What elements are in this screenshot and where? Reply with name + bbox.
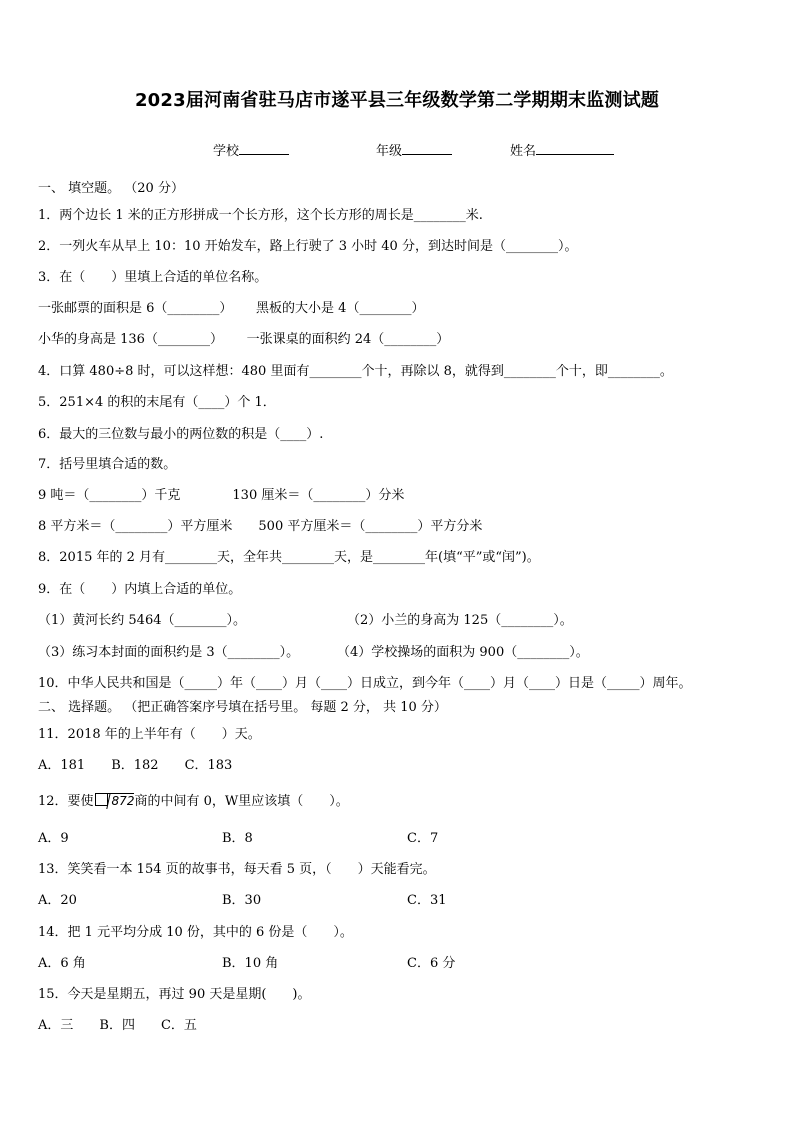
school-blank[interactable]: [239, 141, 289, 155]
question-6: 6．最大的三位数与最小的两位数的积是（____）.: [38, 427, 324, 442]
name-blank[interactable]: [536, 141, 614, 155]
section-heading-choice: 二、 选择题。 （把正确答案序号填在括号里。 每题 2 分， 共 10 分）: [38, 700, 447, 715]
section-heading-fill: 一、 填空题。 （20 分）: [38, 181, 184, 196]
division-box-icon: [95, 793, 108, 806]
question-12-option-a[interactable]: A．9: [38, 831, 69, 846]
question-9-item-1: （1）黄河长约 5464（________）。: [38, 613, 246, 628]
question-12-option-b[interactable]: B．8: [222, 831, 253, 846]
question-14-option-a[interactable]: A．6 角: [38, 956, 86, 971]
question-13-option-a[interactable]: A．20: [38, 893, 77, 908]
grade-label: 年级: [376, 144, 403, 159]
question-4: 4．口算 480÷8 时，可以这样想：480 里面有________个十，再除以 8，就得到________个十，即________。: [38, 364, 673, 379]
question-2: 2．一列火车从早上 10：10 开始发车，路上行驶了 3 小时 40 分，到达时间是（________）。: [38, 239, 578, 254]
question-10: 10．中华人民共和国是（_____）年（____）月（____）日成立，到今年（____）月（____）日是（_____）周年。: [38, 676, 692, 691]
question-7-row-2: 8 平方米＝（________）平方厘米 500 平方厘米＝（________）平方分米: [38, 519, 483, 534]
question-15-options: A．三 B．四 C．五: [38, 1018, 197, 1033]
page-title: 2023届河南省驻马店市遂平县三年级数学第二学期期末监测试题: [134, 90, 660, 111]
question-12-suffix: 商的中间有 0，W里应该填（ ）。: [134, 794, 349, 809]
question-8: 8．2015 年的 2 月有________天，全年共________天，是________年(填“平”或“闰”)。: [38, 550, 540, 565]
question-13: 13．笑笑看一本 154 页的故事书，每天看 5 页，（ ）天能看完。: [38, 862, 436, 877]
school-label: 学校: [213, 144, 240, 159]
question-7-row-1: 9 吨＝（________）千克 130 厘米＝（________）分米: [38, 488, 405, 503]
question-11-options: A．181 B．182 C．183: [38, 758, 233, 773]
question-13-option-b[interactable]: B．30: [222, 893, 262, 908]
school-field: [213, 140, 289, 159]
question-3-row-1: 一张邮票的面积是 6（________） 黑板的大小是 4（________）: [38, 301, 425, 316]
question-14: 14．把 1 元平均分成 10 份，其中的 6 份是（ ）。: [38, 925, 353, 940]
dividend: 872: [111, 794, 135, 808]
question-12: [38, 793, 349, 811]
question-13-option-c[interactable]: C．31: [407, 893, 447, 908]
question-3: 3．在（ ）里填上合适的单位名称。: [38, 270, 268, 285]
name-label: 姓名: [510, 144, 537, 159]
question-7: 7．括号里填合适的数。: [38, 457, 177, 472]
question-9-item-2: （2）小兰的身高为 125（________）。: [347, 613, 573, 628]
question-1: 1．两个边长 1 米的正方形拼成一个长方形，这个长方形的周长是________米.: [38, 208, 483, 223]
question-3-row-2: 小华的身高是 136（________） 一张课桌的面积约 24（________）: [38, 332, 450, 347]
question-9: 9．在（ ）内填上合适的单位。: [38, 582, 242, 597]
question-11: 11．2018 年的上半年有（ ）天。: [38, 727, 261, 742]
question-15: 15．今天是星期五，再过 90 天是星期( )。: [38, 987, 311, 1002]
question-14-option-b[interactable]: B．10 角: [222, 956, 279, 971]
question-9-item-3: （3）练习本封面的面积约是 3（________）。: [38, 645, 300, 660]
grade-blank[interactable]: [402, 141, 452, 155]
grade-field: [376, 140, 452, 159]
question-14-option-c[interactable]: C．6 分: [407, 956, 456, 971]
question-12-option-c[interactable]: C．7: [407, 831, 439, 846]
name-field: [510, 140, 614, 159]
question-5: 5．251×4 的积的末尾有（____）个 1．: [38, 395, 276, 410]
division-bracket: [108, 793, 135, 808]
question-12-prefix: 12．要使: [38, 794, 94, 809]
question-9-item-4: （4）学校操场的面积为 900（________）。: [337, 645, 589, 660]
